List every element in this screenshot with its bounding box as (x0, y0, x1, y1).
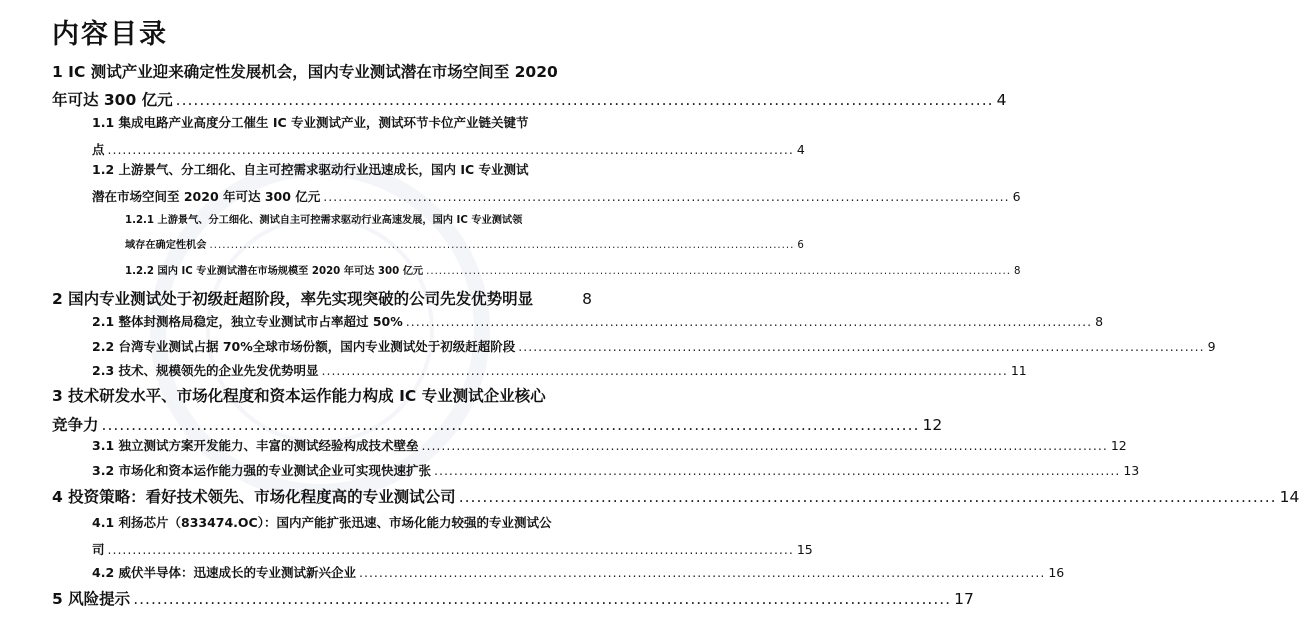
leader-dots: .......................................................................................................................................... (321, 363, 1008, 378)
toc-entry[interactable] (52, 287, 592, 309)
toc-entry-text: 4 投资策略：看好技术领先、市场化程度高的专业测试公司 (52, 488, 456, 506)
leader-dots: .......................................................................................................................................... (209, 240, 795, 251)
toc-entry[interactable] (92, 563, 1065, 581)
toc-entry-text: 司 (92, 542, 105, 557)
leader-dots: .......................................................................................................................................... (359, 565, 1046, 580)
leader-dots: .......................................................................................................................................... (426, 266, 1011, 277)
toc-page-number: 11 (1010, 363, 1027, 378)
toc-page-number: 4 (996, 91, 1007, 109)
toc-entry[interactable] (92, 461, 1140, 479)
toc-entry[interactable] (52, 60, 1007, 110)
leader-dots: .......................................................................................................................................... (434, 463, 1121, 478)
toc-entry[interactable] (52, 587, 974, 609)
leader-dots: .......................................................................................................................................... (421, 438, 1108, 453)
toc-entry-text: 潜在市场空间至 2020 年可达 300 亿元 (92, 189, 321, 204)
toc-page-number: 17 (954, 590, 974, 608)
toc-page-number: 12 (1110, 438, 1127, 453)
toc-entry-text: 点 (92, 142, 105, 157)
toc-entry[interactable] (92, 113, 805, 158)
leader-dots: .......................................................................................................................................... (405, 314, 1093, 329)
toc-entry-text: 域存在确定性机会 (125, 240, 207, 251)
toc-title: 内容目录 (52, 19, 168, 50)
toc-entry-text: 5 风险提示 (52, 590, 131, 608)
toc-entry-text: 4.1 利扬芯片（833474.OC）：国内产能扩张迅速、市场化能力较强的专业测试公 (92, 515, 552, 530)
leader-dots: .......................................................................................................................................... (458, 488, 1277, 506)
toc-entry-text: 2 国内专业测试处于初级赶超阶段，率先实现突破的公司先发优势明显 (52, 290, 534, 308)
toc-entry-text: 1.2.1 上游景气、分工细化、测试自主可控需求驱动行业高速发展，国内 IC 专业测试领 (125, 215, 523, 226)
toc-page-number: 16 (1048, 565, 1065, 580)
toc-entry-text: 年可达 300 亿元 (52, 91, 173, 109)
toc-entry[interactable] (92, 160, 1021, 205)
toc-page-number: 13 (1123, 463, 1140, 478)
toc-page-number: 6 (797, 240, 804, 251)
toc-entry[interactable] (92, 361, 1027, 379)
toc-entry-text: 竞争力 (52, 416, 99, 434)
toc-entry[interactable] (92, 312, 1104, 330)
leader-dots: .......................................................................................................................................... (518, 339, 1205, 354)
toc-page-number: 15 (796, 542, 813, 557)
toc-entry-text: 1.1 集成电路产业高度分工催生 IC 专业测试产业，测试环节卡位产业链关键节 (92, 115, 529, 130)
toc-entry-text: 1.2 上游景气、分工细化、自主可控需求驱动行业迅速成长，国内 IC 专业测试 (92, 162, 529, 177)
toc-entry-text: 1 IC 测试产业迎来确定性发展机会，国内专业测试潜在市场空间至 2020 (52, 63, 558, 81)
toc-page-number: 12 (922, 416, 943, 434)
toc-entry[interactable] (92, 513, 813, 558)
leader-dots: .......................................................................................................................................... (175, 91, 994, 109)
toc-page-number: 14 (1279, 488, 1299, 506)
toc-entry-text: 3.2 市场化和资本运作能力强的专业测试企业可实现快速扩张 (92, 463, 431, 478)
leader-dots: .......................................................................................................................................... (107, 142, 794, 157)
toc-page-number: 6 (1012, 189, 1021, 204)
toc-entry-text: 3.1 独立测试方案开发能力、丰富的测试经验构成技术壁垒 (92, 438, 419, 453)
leader-dots: .......................................................................................................................................... (133, 590, 952, 608)
toc-entry-text: 2.1 整体封测格局稳定，独立专业测试市占率超过 50% (92, 314, 403, 329)
toc-entry-text: 2.3 技术、规模领先的企业先发优势明显 (92, 363, 319, 378)
toc-page-number: 8 (582, 290, 592, 308)
toc-entry-text: 3 技术研发水平、市场化程度和资本运作能力构成 IC 专业测试企业核心 (52, 387, 546, 405)
toc-entry[interactable] (125, 262, 1021, 277)
toc-entry-text: 2.2 台湾专业测试占据 70%全球市场份额，国内专业测试处于初级赶超阶段 (92, 339, 516, 354)
toc-entry[interactable] (92, 337, 1216, 355)
toc-entry[interactable] (52, 384, 943, 435)
toc-entry[interactable] (125, 211, 804, 251)
leader-dots: .......................................................................................................................................... (323, 189, 1010, 204)
toc-page-number: 8 (1095, 314, 1104, 329)
toc-entry[interactable] (52, 485, 1299, 507)
toc-page-number: 8 (1013, 266, 1021, 277)
leader-dots: .......................................................................................................................................... (101, 416, 920, 434)
toc-page-number: 4 (796, 142, 805, 157)
toc-page-number: 9 (1207, 339, 1216, 354)
toc-entry-text: 4.2 威伏半导体：迅速成长的专业测试新兴企业 (92, 565, 356, 580)
toc-entry[interactable] (92, 436, 1127, 454)
toc-entry-text: 1.2.2 国内 IC 专业测试潜在市场规模至 2020 年可达 300 亿元 (125, 266, 424, 277)
leader-dots: .......................................................................................................................................... (107, 542, 794, 557)
